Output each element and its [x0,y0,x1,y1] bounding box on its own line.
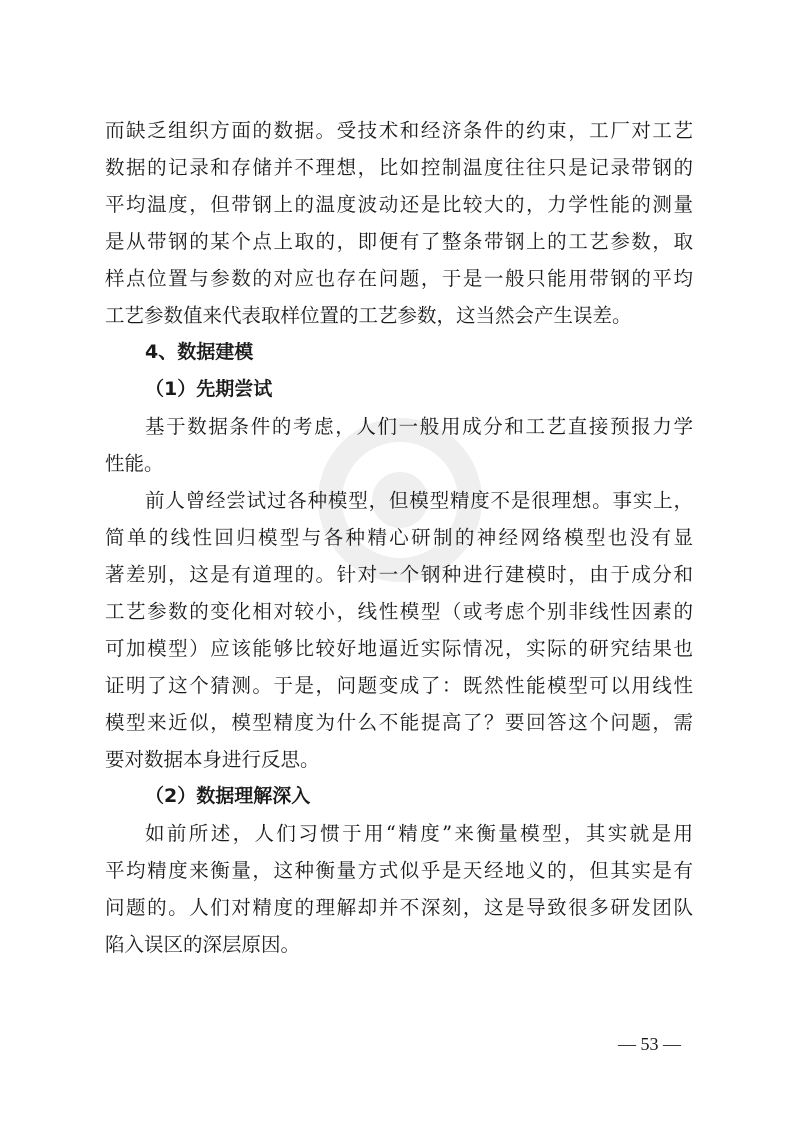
text-line: 陷入误区的深层原因。 [105,933,301,956]
text-line: 样点位置与参数的对应也存在问题，于是一般只能用带钢的平均 [105,267,693,290]
text-line: 数据的记录和存储并不理想，比如控制温度往往只是记录带钢的 [105,156,693,179]
text-line: 前人曾经尝试过各种模型，但模型精度不是很理想。事实上， [145,489,693,512]
text-line: 证明了这个猜测。于是，问题变成了：既然性能模型可以用线性 [105,674,693,697]
text-line: 著差别，这是有道理的。针对一个钢种进行建模时，由于成分和 [105,563,693,586]
text-line: 平均温度，但带钢上的温度波动还是比较大的，力学性能的测量 [105,193,693,216]
page-number: — 53 — [618,1034,681,1054]
text-line: 性能。 [105,452,164,475]
text-line: 基于数据条件的考虑，人们一般用成分和工艺直接预报力学 [145,415,693,438]
subsection-heading: （2）数据理解深入 [145,785,311,807]
text-line: 可加模型）应该能够比较好地逼近实际情况，实际的研究结果也 [105,637,693,660]
text-line: 而缺乏组织方面的数据。受技术和经济条件的约束，工厂对工艺 [105,119,693,142]
text-line: 工艺参数的变化相对较小，线性模型（或考虑个别非线性因素的 [105,600,693,623]
section-heading: 4、数据建模 [145,341,254,363]
text-line: 工艺参数值来代表取样位置的工艺参数，这当然会产生误差。 [105,304,632,327]
text-line: 平均精度来衡量，这种衡量方式似乎是天经地义的，但其实是有 [105,859,693,882]
text-line: 简单的线性回归模型与各种精心研制的神经网络模型也没有显 [105,526,693,549]
text-line: 要对数据本身进行反思。 [105,748,320,771]
body-text [105,112,693,963]
text-line: 模型来近似，模型精度为什么不能提高了？要回答这个问题，需 [105,711,693,734]
subsection-heading: （1）先期尝试 [145,378,273,400]
text-line: 问题的。人们对精度的理解却并不深刻，这是导致很多研发团队 [105,896,693,919]
text-line: 是从带钢的某个点上取的，即便有了整条带钢上的工艺参数，取 [105,230,693,253]
text-line: 如前所述，人们习惯于用“精度”来衡量模型，其实就是用 [145,822,693,845]
